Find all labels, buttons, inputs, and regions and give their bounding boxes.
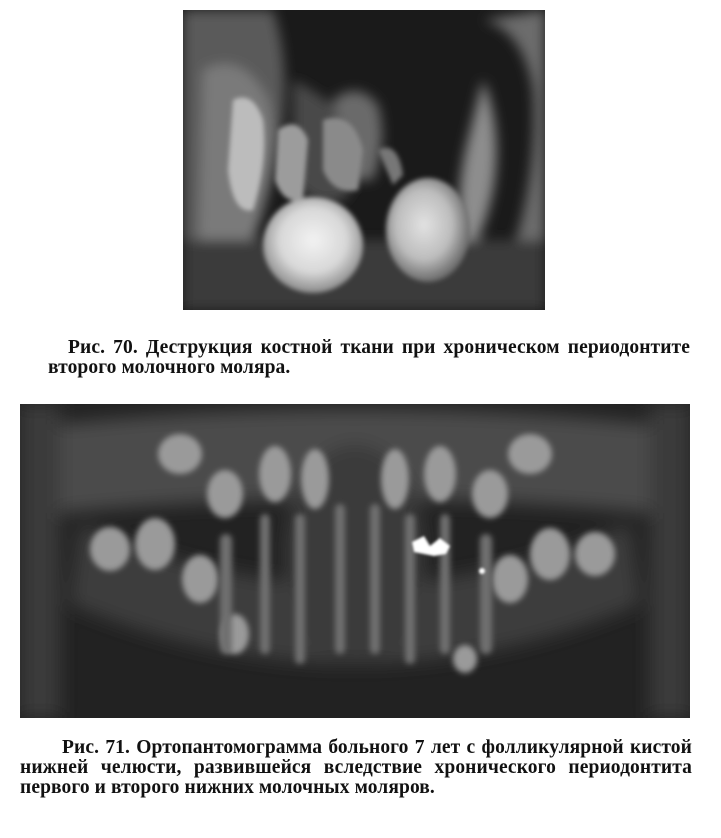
xray-image-fig70 <box>183 10 545 310</box>
figure-caption-70: Рис. 70. Деструкция костной ткани при хроническом периодонтите второго молочного моляра. <box>48 337 690 378</box>
orthopantomogram-image-fig71 <box>20 404 690 718</box>
figure-caption-71: Рис. 71. Ортопантомограмма больного 7 лет с фолликулярной кистой нижней челюсти, развившейся вследствие хронического периодонтита первого и второго нижних молочных моляров. <box>20 737 692 798</box>
